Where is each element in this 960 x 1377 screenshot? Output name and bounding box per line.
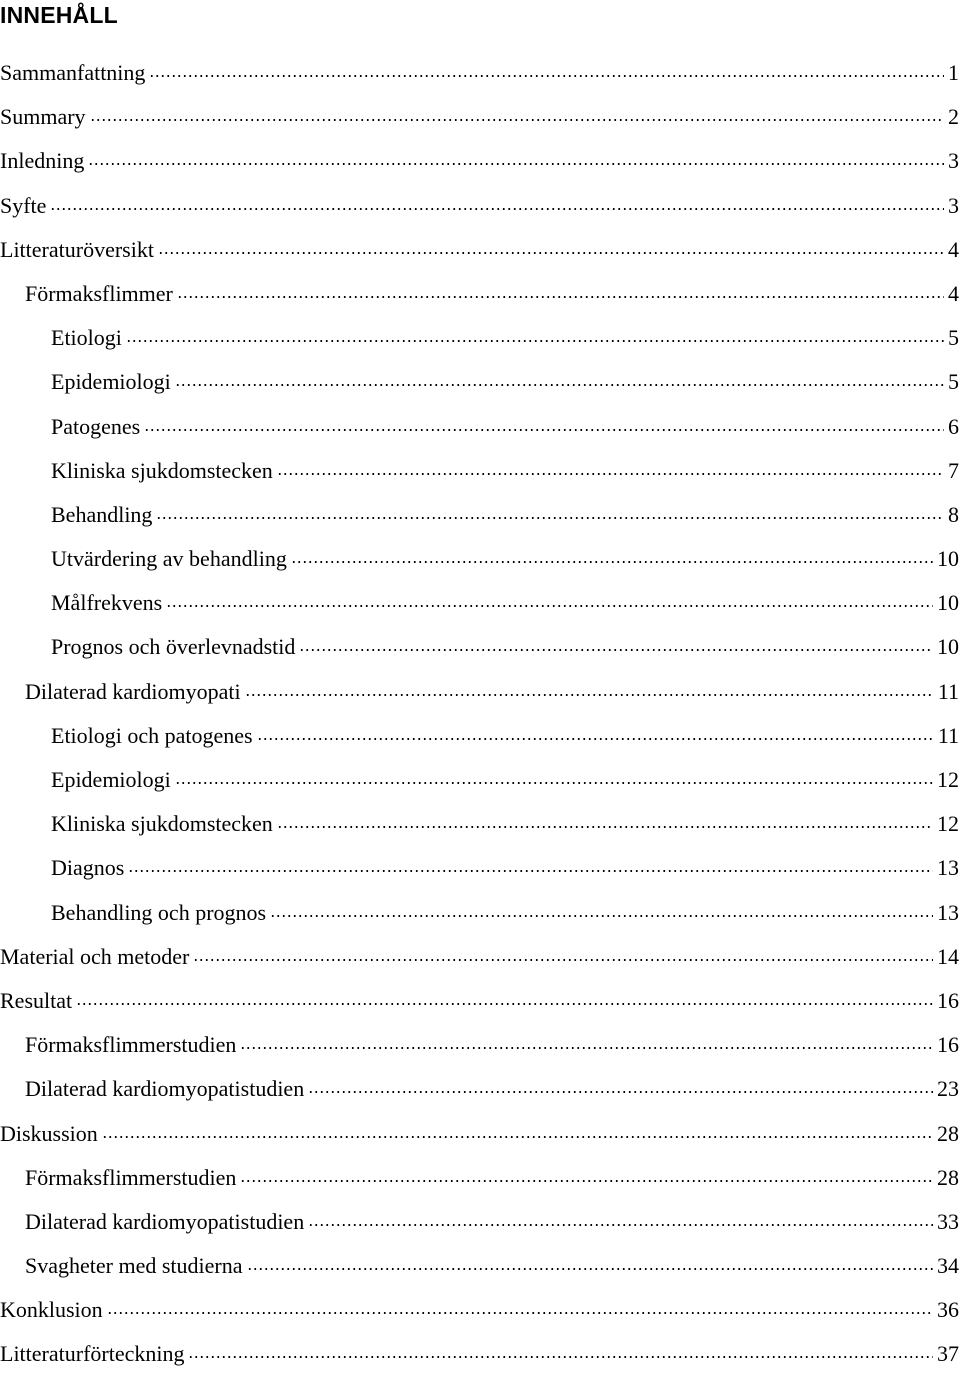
toc-entry-title[interactable]: Prognos och överlevnadstid [51,634,296,660]
toc-entry-title[interactable]: Utvärdering av behandling [51,546,287,572]
dot-leader [240,1179,933,1183]
toc-entry-title[interactable]: Kliniska sjukdomstecken [51,811,273,837]
toc-entry[interactable] [0,1067,960,1111]
toc-entry-page-number[interactable]: 5 [948,369,959,395]
toc-entry[interactable] [0,95,960,139]
toc-entry[interactable] [0,493,960,537]
toc-entry-title[interactable]: Konklusion [0,1297,103,1323]
toc-entry-title[interactable]: Material och metoder [0,943,190,969]
toc-entry-page-number[interactable]: 3 [948,148,959,174]
toc-entry-page-number[interactable]: 12 [937,811,959,837]
toc-entry[interactable] [0,405,960,449]
dot-leader [299,648,933,652]
dot-leader [175,781,933,785]
toc-entry-page-number[interactable]: 4 [948,280,959,306]
toc-entry[interactable] [0,316,960,360]
dot-leader [308,1090,933,1094]
toc-entry[interactable] [0,1288,960,1332]
toc-entry-title[interactable]: Litteraturöversikt [0,236,154,262]
toc-entry-page-number[interactable]: 13 [937,855,959,881]
toc-entry-page-number[interactable]: 11 [937,722,959,748]
toc-entry[interactable] [0,802,960,846]
toc-entry[interactable] [0,537,960,581]
toc-entry-page-number[interactable]: 37 [937,1341,959,1367]
toc-entry-title[interactable]: Kliniska sjukdomstecken [51,457,273,483]
toc-entry-title[interactable]: Etiologi [51,325,122,351]
toc-entry[interactable] [0,891,960,935]
toc-entry-title[interactable]: Dilaterad kardiomyopati [25,678,241,704]
toc-entry-page-number[interactable]: 3 [948,192,959,218]
dot-leader [175,383,944,387]
toc-entry[interactable] [0,184,960,228]
toc-entry-page-number[interactable]: 28 [937,1120,959,1146]
toc-entry-page-number[interactable]: 13 [937,899,959,925]
toc-entry-page-number[interactable]: 1 [948,60,959,85]
toc-entry-page-number[interactable]: 2 [948,104,959,130]
toc-entry-title[interactable]: Behandling och prognos [51,899,267,925]
toc-entry-title[interactable]: Diskussion [0,1120,98,1146]
toc-entry[interactable] [0,1244,960,1288]
dot-leader [247,1267,934,1271]
dot-leader [270,914,933,918]
toc-entry[interactable] [0,139,960,183]
toc-entry-title[interactable]: Förmaksflimmerstudien [25,1164,237,1190]
dot-leader [156,516,944,520]
dot-leader [158,251,944,255]
toc-entry[interactable] [0,51,960,95]
dot-leader [188,1355,933,1359]
toc-entry-title[interactable]: Resultat [0,987,73,1013]
toc-entry[interactable] [0,449,960,493]
dot-leader [177,295,944,299]
toc-entry-title[interactable]: Dilaterad kardiomyopatistudien [25,1208,305,1234]
dot-leader [107,1311,933,1315]
toc-entry[interactable] [0,935,960,979]
toc-entry-title[interactable]: Förmaksflimmerstudien [25,1032,237,1058]
toc-entry-page-number[interactable]: 10 [937,590,959,616]
toc-entry-title[interactable]: Epidemiologi [51,767,171,792]
dot-leader [257,737,934,741]
toc-entry-title[interactable]: Etiologi och patogenes [51,722,253,748]
toc-entry-page-number[interactable]: 12 [937,767,959,792]
dot-leader [245,693,934,697]
toc-entry-page-number[interactable]: 16 [937,1032,959,1058]
dot-leader [291,560,933,564]
toc-entry[interactable] [0,625,960,669]
dot-leader [76,1002,933,1006]
toc-entry[interactable] [0,1332,960,1376]
dot-leader [308,1223,933,1227]
toc-entry-title[interactable]: Sammanfattning [0,60,146,85]
toc-entry[interactable] [0,670,960,714]
dot-leader [144,428,944,432]
toc-entry-page-number[interactable]: 8 [948,501,959,527]
dot-leader [149,74,944,78]
toc-entry-page-number[interactable]: 11 [937,678,959,704]
dot-leader [126,339,944,343]
dot-leader [50,207,944,211]
toc-entry-page-number[interactable]: 10 [937,634,959,660]
dot-leader [102,1135,933,1139]
dot-leader [90,118,944,122]
toc-entry-title[interactable]: Diagnos [51,855,125,881]
toc-entry[interactable] [0,272,960,316]
toc-entry[interactable] [0,581,960,625]
toc-entry-title[interactable]: Litteraturförteckning [0,1341,185,1367]
toc-entry[interactable] [0,228,960,272]
toc-entry-page-number[interactable]: 16 [937,987,959,1013]
toc-entry-page-number[interactable]: 14 [937,943,959,969]
toc-entry-page-number[interactable]: 28 [937,1164,959,1190]
toc-entry-page-number[interactable]: 7 [948,457,959,483]
dot-leader [88,162,944,166]
toc-entry[interactable] [0,846,960,890]
toc-entry-title[interactable]: Epidemiologi [51,369,171,395]
toc-entry[interactable] [0,1112,960,1156]
toc-entry-title[interactable]: Syfte [0,192,47,218]
dot-leader [128,869,933,873]
toc-entry-page-number[interactable]: 36 [937,1297,959,1323]
toc-entry-page-number[interactable]: 10 [937,546,959,572]
toc-entry[interactable] [0,1200,960,1244]
toc-entry[interactable] [0,360,960,404]
table-of-contents [0,51,960,1377]
toc-entry-page-number[interactable]: 33 [937,1208,959,1234]
toc-entry-title[interactable]: Förmaksflimmer [25,280,173,306]
toc-heading: INNEHÅLL [0,2,118,28]
toc-entry-page-number[interactable]: 4 [948,236,959,262]
dot-leader [277,472,944,476]
toc-entry-title[interactable]: Summary [0,104,86,130]
dot-leader [193,958,933,962]
toc-entry[interactable] [0,1023,960,1067]
toc-entry-title[interactable]: Målfrekvens [51,590,163,616]
toc-entry-title[interactable]: Patogenes [51,413,141,439]
toc-entry[interactable] [0,979,960,1023]
dot-leader [277,825,933,829]
toc-entry-title[interactable]: Svagheter med studierna [25,1253,243,1279]
toc-entry-page-number[interactable]: 6 [948,413,959,439]
toc-entry[interactable] [0,758,960,802]
dot-leader [240,1046,933,1050]
toc-entry-title[interactable]: Behandling [51,501,153,527]
toc-entry-page-number[interactable]: 5 [948,325,959,351]
dot-leader [166,604,933,608]
toc-entry-title[interactable]: Dilaterad kardiomyopatistudien [25,1076,305,1102]
toc-entry[interactable] [0,1156,960,1200]
toc-entry[interactable] [0,714,960,758]
toc-entry-title[interactable]: Inledning [0,148,85,174]
toc-entry-page-number[interactable]: 34 [937,1253,959,1279]
toc-entry-page-number[interactable]: 23 [937,1076,959,1102]
